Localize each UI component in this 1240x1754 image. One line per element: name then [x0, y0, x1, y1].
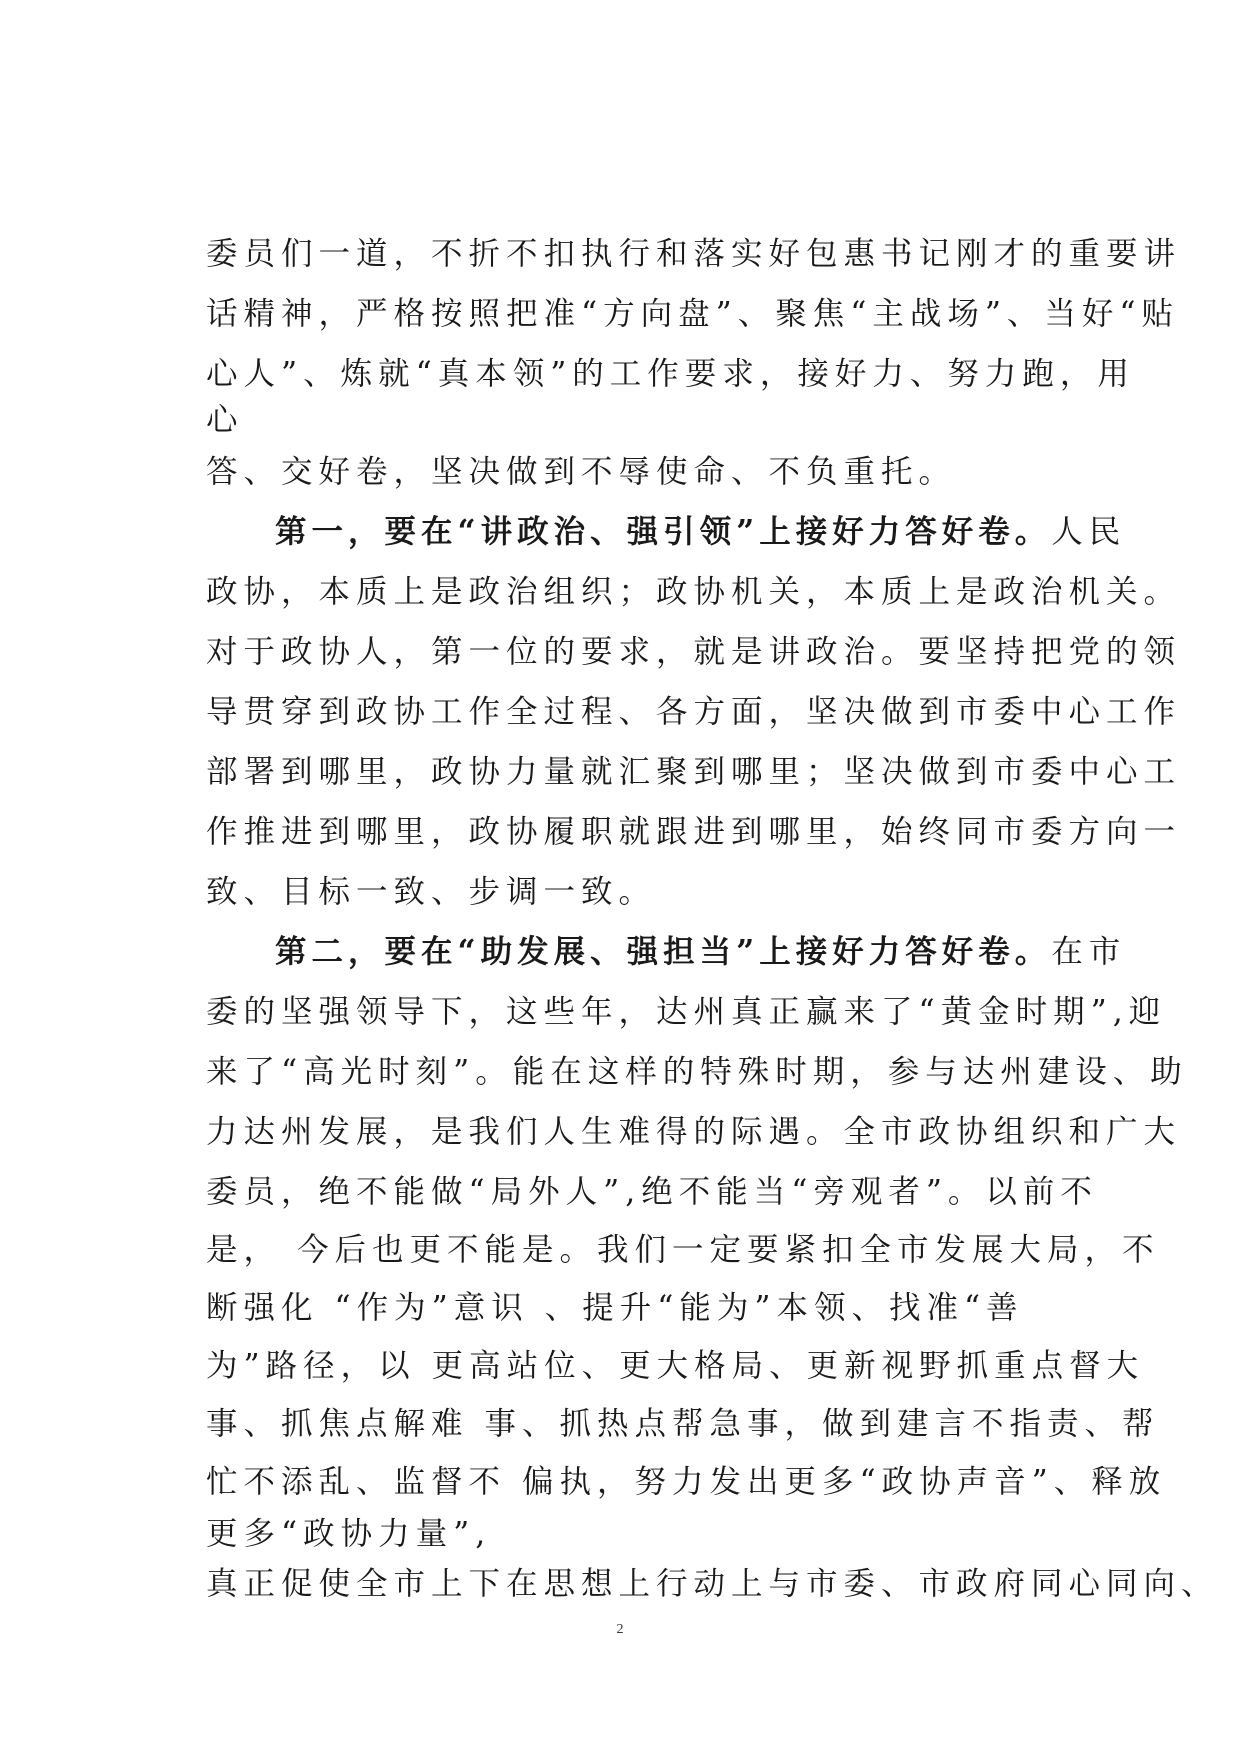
section-2-heading: 第二，要在“助发展、强担当”上接好力答好卷。	[275, 933, 1052, 970]
text-line: 忙不添乱、监督不 偏执，努力发出更多“政协声音”、释放	[206, 1464, 1167, 1500]
section-1-first-line-rest: 人民	[1051, 514, 1127, 550]
page-number: 2	[616, 1622, 624, 1637]
text-line: 致、目标一致、步调一致。	[206, 874, 657, 910]
text-line: 是， 今后也更不能是。我们一定要紧扣全市发展大局，不	[206, 1232, 1160, 1268]
text-line: 委员们一道，不折不扣执行和落实好包惠书记刚才的重要讲	[206, 236, 1182, 272]
text-line: 心	[206, 402, 244, 438]
text-line: 力达州发展，是我们人生难得的际遇。全市政协组织和广大	[206, 1114, 1182, 1150]
text-line: 心人”、炼就“真本领”的工作要求，接好力、努力跑，用	[206, 356, 1135, 392]
text-line: 政协，本质上是政治组织；政协机关，本质上是政治机关。	[206, 574, 1182, 610]
section-2-first-line-rest: 在市	[1051, 934, 1127, 970]
text-line: 更多“政协力量”,	[206, 1516, 492, 1552]
text-line: 部署到哪里，政协力量就汇聚到哪里；坚决做到市委中心工	[206, 754, 1182, 790]
text-line: 真正促使全市上下在思想上行动上与市委、市政府同心同向、	[206, 1566, 1219, 1602]
text-line: 导贯穿到政协工作全过程、各方面，坚决做到市委中心工作	[206, 694, 1182, 730]
section-2-first-line	[275, 930, 1126, 974]
text-line: 断强化 “作为”意识 、提升“能为”本领、找准“善	[206, 1290, 1024, 1326]
text-line: 为”路径，以 更高站位、更大格局、更新视野抓重点督大	[206, 1348, 1145, 1384]
text-line: 作推进到哪里，政协履职就跟进到哪里，始终同市委方向一	[206, 814, 1182, 850]
text-line: 委的坚强领导下，这些年，达州真正赢来了“黄金时期”,迎	[206, 994, 1167, 1030]
section-1-heading: 第一，要在“讲政治、强引领”上接好力答好卷。	[275, 513, 1052, 550]
text-line: 事、抓焦点解难 事、抓热点帮急事，做到建言不指责、帮	[206, 1406, 1160, 1442]
text-line: 来了“高光时刻”。能在这样的特殊时期，参与达州建设、助	[206, 1054, 1188, 1090]
text-line: 答、交好卷，坚决做到不辱使命、不负重托。	[206, 454, 957, 490]
text-line: 委员，绝不能做“局外人”,绝不能当“旁观者”。以前不	[206, 1174, 1098, 1210]
text-line: 对于政协人，第一位的要求，就是讲政治。要坚持把党的领	[206, 634, 1182, 670]
text-line: 话精神，严格按照把准“方向盘”、聚焦“主战场”、当好“贴	[206, 296, 1180, 332]
section-1-first-line	[275, 510, 1126, 554]
